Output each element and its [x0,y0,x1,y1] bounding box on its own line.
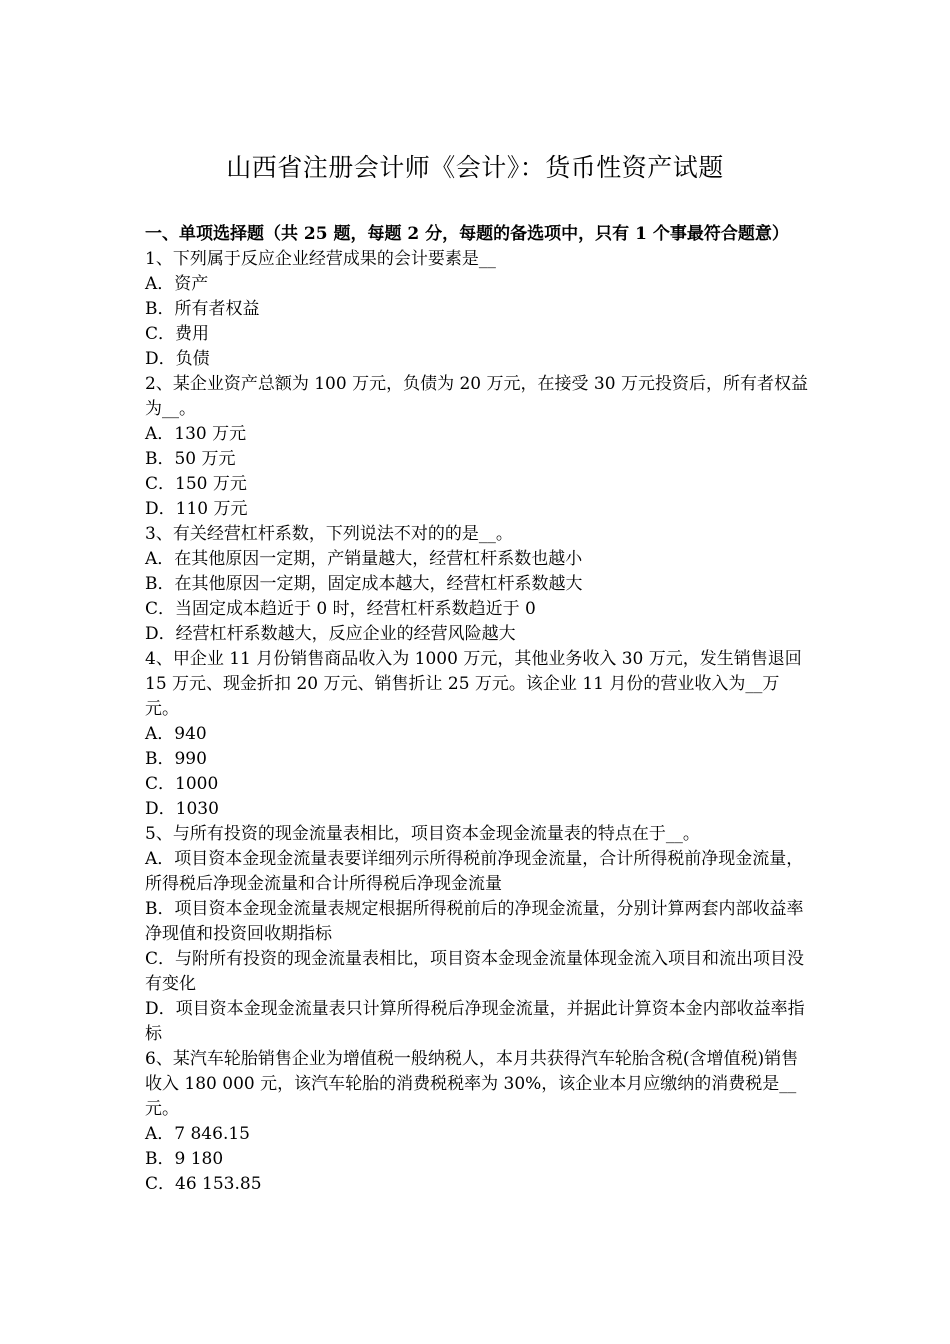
question-1 [145,247,810,372]
option-b: B．50 万元 [145,449,236,469]
option-d: D．负债 [145,349,210,369]
question-stem: 6、某汽车轮胎销售企业为增值税一般纳税人，本月共获得汽车轮胎含税(含增值税)销售收入 180 000 元，该汽车轮胎的消费税税率为 30%，该企业本月应缴纳的消费税是__元。 [145,1049,799,1119]
option-c: C．46 153.85 [145,1174,262,1194]
option-c: C．当固定成本趋近于 0 时，经营杠杆系数趋近于 0 [145,599,536,619]
question-stem: 1、下列属于反应企业经营成果的会计要素是__ [145,249,496,269]
option-b: B．在其他原因一定期，固定成本越大，经营杠杆系数越大 [145,574,583,594]
question-stem: 5、与所有投资的现金流量表相比，项目资本金现金流量表的特点在于__。 [145,824,700,844]
option-b: B．9 180 [145,1149,224,1169]
option-a: A．资产 [145,274,209,294]
document-title: 山西省注册会计师《会计》：货币性资产试题 [226,153,724,182]
option-b: B．990 [145,749,207,769]
option-a: A．940 [145,724,207,744]
option-c: C．与附所有投资的现金流量表相比，项目资本金现金流量体现金流入项目和流出项目没有变化 [145,949,805,994]
question-6 [145,1047,810,1197]
option-d: D．1030 [145,799,219,819]
option-b: B．项目资本金现金流量表规定根据所得税前后的净现金流量，分别计算两套内部收益率净现值和投资回收期指标 [145,899,804,944]
section-heading: 一、单项选择题（共 25 题，每题 2 分，每题的备选项中，只有 1 个事最符合题意） [145,224,789,244]
question-stem: 3、有关经营杠杆系数，下列说法不对的的是__。 [145,524,513,544]
option-c: C．费用 [145,324,210,344]
option-d: D．项目资本金现金流量表只计算所得税后净现金流量，并据此计算资本金内部收益率指标 [145,999,805,1044]
question-stem: 2、某企业资产总额为 100 万元，负债为 20 万元，在接受 30 万元投资后，所有者权益为__。 [145,374,808,419]
question-stem: 4、甲企业 11 月份销售商品收入为 1000 万元，其他业务收入 30 万元，发生销售退回 15 万元、现金折扣 20 万元、销售折让 25 万元。该企业 11 月份的营业收入为__万元。 [145,649,802,719]
option-a: A．7 846.15 [145,1124,250,1144]
option-a: A．在其他原因一定期，产销量越大，经营杠杆系数也越小 [145,549,583,569]
question-5 [145,822,810,1047]
option-b: B．所有者权益 [145,299,260,319]
option-a: A．130 万元 [145,424,247,444]
option-d: D．经营杠杆系数越大，反应企业的经营风险越大 [145,624,516,644]
document-body [145,222,810,1197]
option-d: D．110 万元 [145,499,248,519]
option-a: A．项目资本金现金流量表要详细列示所得税前净现金流量，合计所得税前净现金流量，所得税后净现金流量和合计所得税后净现金流量 [145,849,804,894]
option-c: C．150 万元 [145,474,247,494]
question-4 [145,647,810,822]
question-3 [145,522,810,647]
option-c: C．1000 [145,774,219,794]
question-2 [145,372,810,522]
